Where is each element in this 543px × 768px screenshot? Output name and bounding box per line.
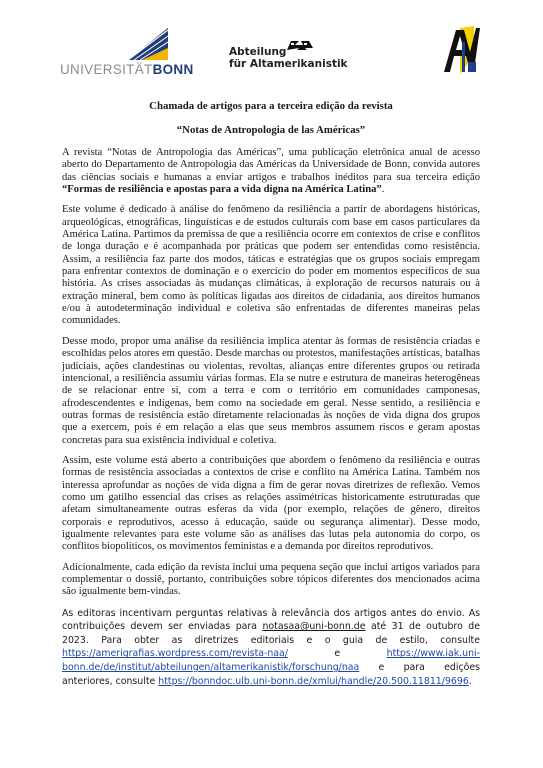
call-for-papers [62,100,480,688]
intro-text: A revista “Notas de Antropologia das Américas”, uma publicação eletrônica anual de acesso aberto do Departamento de Antropologia das Américas da Universidade de Bonn, convida autores das ciências sociais e humanas a enviar artigos e trabalhos inéditos para sua terceira edição [62,147,480,183]
uni-word: UNIVERSITÄT [60,62,153,77]
edition-theme: “Formas de resiliência e apostas para a vida digna na América Latina” [62,184,382,196]
intro-end: . [381,184,385,196]
submission-text-4: e para edições anteriores, consulte [62,662,480,687]
paragraph-scope: Assim, este volume está aberto a contribuições que abordem o fenômeno da resiliência e outras formas de resistência associadas a contextos de crise e conflito na América Latina. Também nos interessa aprofundar as noções de vida digna a fim de gerar novas diretrizes de reflexão. Vemos como um gatilho essencial das crises as relações assimétricas historicamente estruturadas que afetam simultaneamente outras esferas da vida (por exemplo, relações de gênero, direitos corporais e reprodutivos, acesso à educação, saúde ou segurança alimentar). Desse modo, igualmente relevantes para este volume são as análises das lutas pela autonomia do corpo, os conflitos biopolíticos, os movimentos feministas e a demanda por direitos reprodutivos. [62,454,480,553]
paragraph-resilience: Este volume é dedicado à análise do fenômeno da resiliência a partir de abordagens históricas, arqueológicas, etnográficas, linguísticas e de estudos culturais com base em casos particulares da América Latina. Partimos da premissa de que a resiliência ocorre em contextos de crise e conflitos de longa duração e é acompanhada por práticas que podem ser entendidas como resistência. Assim, a resiliência faz parte dos modos, táticas e estratégias que os grupos sociais empregam para enfrentar contextos de dominação e o exercício do poder em momentos específicos de sua história. As crises associadas às mudanças climáticas, à exploração de recursos naturais ou à extração mineral, bem como às políticas ligadas aos direitos de cidadania, aos direitos humanos e/ou à autodeterminação individual e coletiva são enfrentadas de diferentes maneiras pelas comunidades. [62,204,480,327]
bonn-word: BONN [152,62,194,77]
abteilung-logo [229,46,379,78]
abteilung-line2: für Altamerikanistik [229,58,348,70]
department-link[interactable]: https://www.iak.uni-bonn.de/de/institut/abteilungen/altamerikanistik/forschung/naa [62,648,480,674]
previous-editions-link[interactable]: https://bonndoc.ulb.uni-bonn.de/xmlui/handle/20.500.11811/9696 [158,675,469,687]
paragraph-miscellaneous: Adicionalmente, cada edição da revista inclui uma pequena seção que inclui artigos variados para complementar o dossiê, portanto, contribuições sobre tópicos diferentes dos mencionados acima são igualmente bem-vindas. [62,561,480,598]
title-line-1: Chamada de artigos para a terceira edição da revista [149,100,393,112]
submission-text-1: As editoras incentivam perguntas relativas à relevância dos artigos antes do envio. As contribuições devem ser enviadas para [62,607,480,633]
guidelines-link[interactable]: https://amerigrafias.wordpress.com/revista-naa/ [62,648,288,660]
abteilung-line1: Abteilung [229,46,287,58]
paragraph-intro [62,147,480,196]
header-logos [0,0,543,92]
universitaet-bonn-logo [58,20,194,78]
submission-text-5: . [468,675,472,687]
email-link[interactable]: notasaa@uni-bonn.de [262,621,366,633]
paragraph-resistance: Desse modo, propor uma análise da resiliência implica atentar às formas de resistência criadas e escolhidas pelos atores em questão. Desde marchas ou protestos, manifestações artísticas, batalhas judiciais, ações clandestinas ou violentas, revoltas, alianças entre diferentes grupos ou retirada intencional, a resiliência assumiu várias formas. Ela se nutre e estrutura de maneiras heterogêneas de se relacionar entre si, com a terra e com o território em comunidades camponesas, afrodescendentes e indígenas, bem como na sociedade em geral. Nesse sentido, a resiliência e outras formas de resistência estão diretamente relacionadas às noções de vida digna dos grupos que a exercem, pois é em relação a elas que seus membros assumem riscos e geram apostas concretas para sua existência individual e coletiva. [62,335,480,446]
submission-info [62,607,480,689]
submission-text-3: e [287,648,387,660]
submission-text-2: até 31 de outubro de 2023. Para obter as diretrizes editoriais e o guia de estilo, consulte [62,621,480,646]
ah-logo-icon [440,22,482,78]
universitaet-bonn-wordmark [60,62,194,77]
bonn-emblem-icon [128,28,168,60]
title-line-2: “Notas de Antropologia de las Américas” [176,124,366,136]
glyph-ornament-icon [285,38,317,52]
